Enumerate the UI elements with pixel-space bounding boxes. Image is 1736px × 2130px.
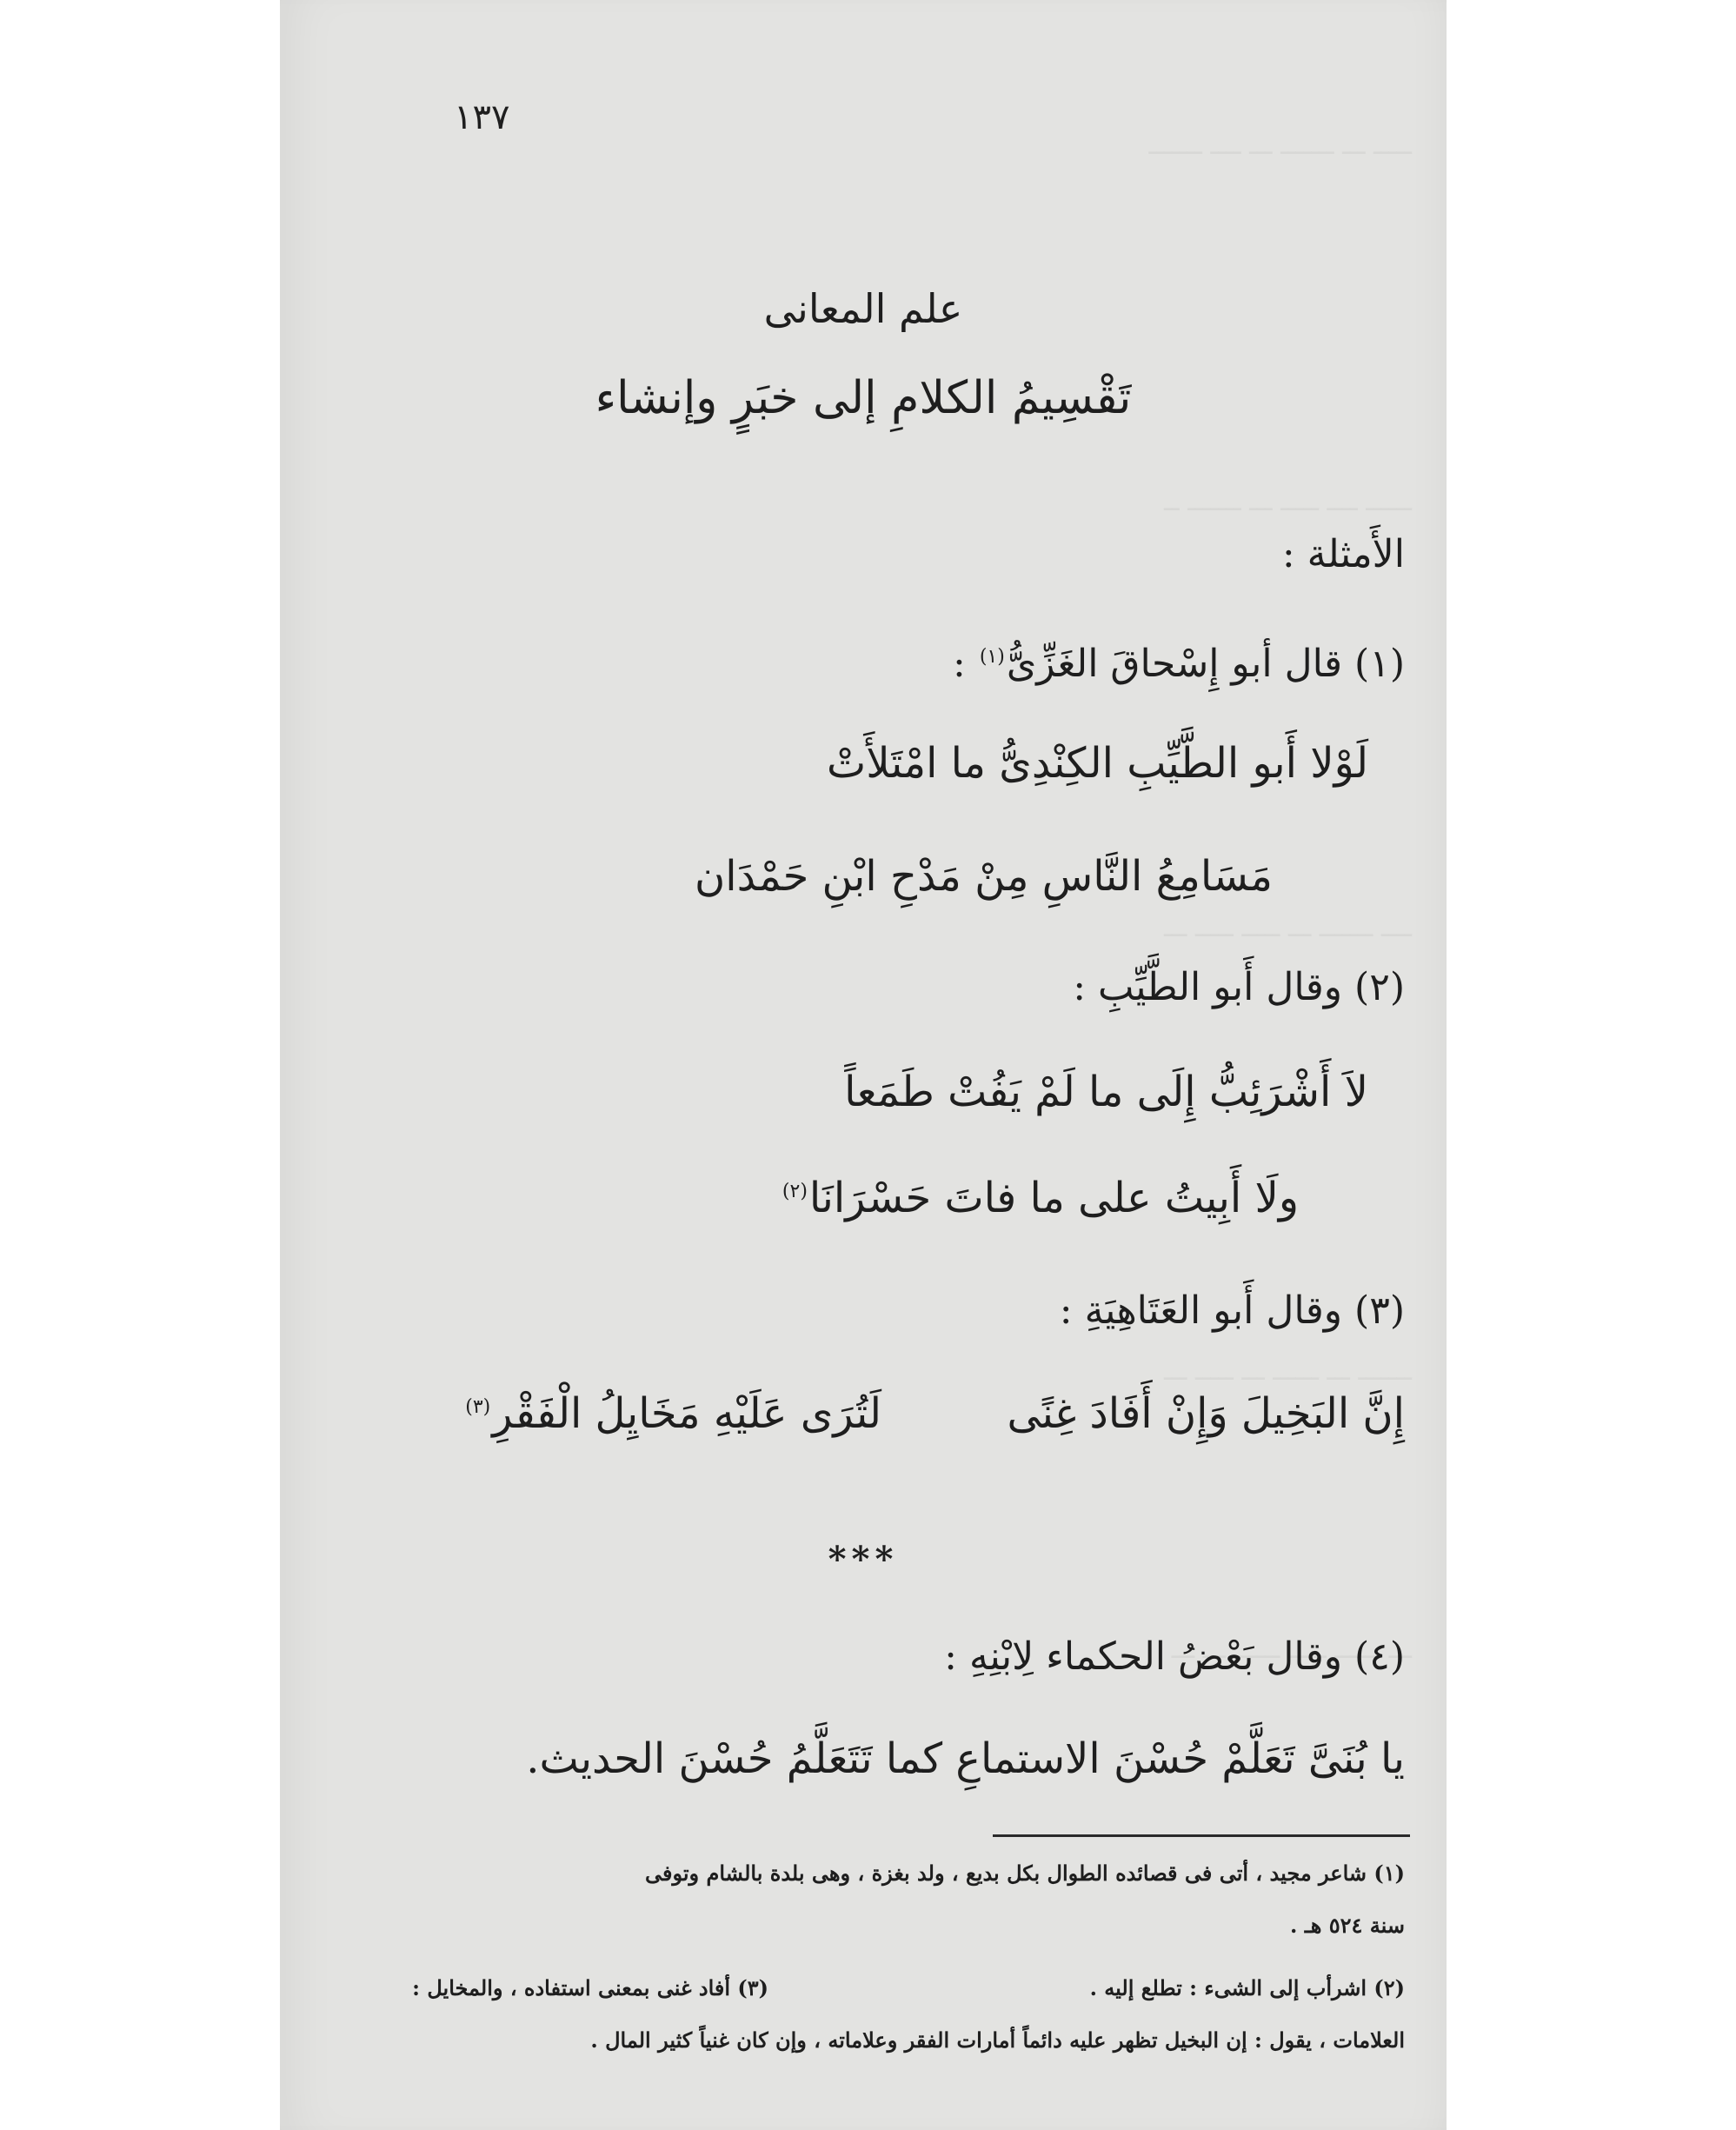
show-through-text [1164,913,1412,943]
footnote-1-line-1: (١) شاعر مجيد ، أتى فى قصائده الطوال بكل بديع ، ولد بغزة ، وهى بلدة بالشام وتوفى [645,1860,1405,1886]
footnote-marker-1: (١) [979,646,1005,669]
footnote-marker-3: (٣) [465,1396,491,1418]
example-3-hemistich-1: إِنَّ البَخِيلَ وَإِنْ أَفَادَ غِنًى [1007,1389,1405,1438]
section-title: تَقْسِيمُ الكلامِ إلى خبَرٍ وإنشاء [595,372,1132,424]
footnote-1-line-2: سنة ٥٢٤ هـ . [1289,1913,1405,1938]
book-page [280,0,1447,2130]
footnote-marker-2: (٢) [782,1181,808,1202]
example-3-hemistich-2 [463,1389,881,1438]
page-number: ١٣٧ [454,97,510,137]
show-through-text [1148,130,1412,161]
footnote-2: (٢) اشرأب إلى الشىء : تطلع إليه . [1089,1975,1405,2000]
example-3-hemistich-2-text: لَتُرَى عَلَيْهِ مَخَايِلُ الْفَقْرِ [492,1389,881,1438]
chapter-title: علم المعانى [763,285,963,332]
section-separator: *** [828,1539,899,1580]
footnote-3-line-2: العلامات ، يقول : إن البخيل تظهر عليه دائماً أمارات الفقر وعلاماته ، وإن كان غنياً كثير المال . [590,2027,1405,2053]
example-1-verse-line-2: مَسَامِعُ النَّاسِ مِنْ مَدْحِ ابْنِ حَمْدَان [695,852,1273,901]
show-through-text [1164,487,1412,517]
show-through-text [1164,1356,1412,1387]
example-2-verse-line-2-text: ولَا أَبِيتُ على ما فاتَ حَسْرَانَا [808,1174,1299,1222]
example-1-verse-line-1: لَوْلا أَبو الطَّيِّبِ الكِنْدِىُّ ما امْتَلأَتْ [827,739,1368,788]
example-1-intro [953,642,1405,686]
example-2-intro: (٢) وقال أَبو الطَّيِّبِ : [1073,965,1405,1009]
example-1-intro-text: (١) قال أبو إِسْحاقَ الغَزِّىُّ [1006,642,1405,686]
example-3-intro: (٣) وقال أَبو العَتَاهِيَةِ : [1059,1288,1405,1333]
examples-heading: الأَمثلة : [1281,532,1405,576]
example-1-intro-colon: : [953,642,966,686]
footnote-rule [993,1834,1410,1837]
example-4-sentence: يا بُنَىَّ تَعَلَّمْ حُسْنَ الاستماعِ كما تَتَعَلَّمُ حُسْنَ الحديث. [526,1734,1405,1783]
example-4-intro: (٤) وقال بَعْضُ الحكماء لِابْنِهِ : [944,1634,1405,1679]
example-2-verse-line-1: لاَ أَشْرَئِبُّ إِلَى ما لَمْ يَفُتْ طَمَعاً [844,1068,1368,1116]
footnote-3-line-1: (٣) أفاد غنى بمعنى استفاده ، والمخايل : [412,1975,768,2000]
example-2-verse-line-2 [781,1174,1299,1222]
